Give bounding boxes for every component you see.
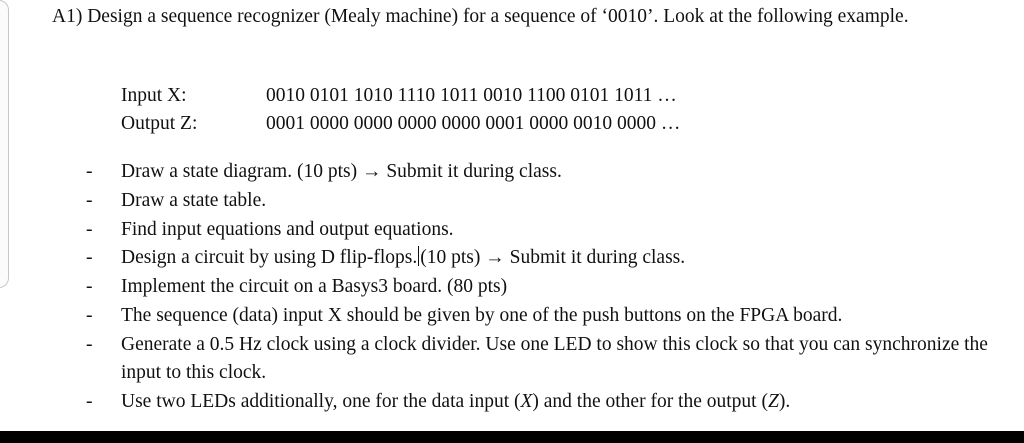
variable-x: X [520, 390, 533, 412]
list-item [86, 302, 1006, 330]
task-text-part: (10 pts) → Submit it during class. [420, 247, 686, 269]
list-dash: - [86, 247, 93, 269]
list-dash: - [86, 189, 93, 211]
output-row [121, 110, 680, 138]
list-dash: - [86, 390, 93, 412]
task-text [121, 244, 1006, 272]
list-dash: - [86, 161, 93, 182]
input-sequence: 0010 0101 1010 1110 1011 0010 1100 0101 1011 … [266, 85, 677, 106]
task-text-part: ) and the other for the output ( [532, 390, 768, 412]
task-text [121, 388, 1006, 416]
task-text-part: Design a circuit by using D flip-flops. [121, 247, 418, 269]
bottom-black-bar [0, 431, 1024, 443]
task-text: Generate a 0.5 Hz clock using a clock divider. Use one LED to show this clock so that you can synchronize the input to this clock. [121, 333, 988, 383]
input-label: Input X: [121, 85, 187, 106]
list-item [86, 158, 1006, 186]
task-text: Implement the circuit on a Basys3 board. (80 pts) [121, 276, 508, 298]
variable-z: Z [767, 390, 779, 412]
io-example-table [121, 82, 680, 138]
task-text-part: Use two LEDs additionally, one for the data input ( [121, 390, 521, 412]
list-item [86, 216, 1006, 244]
list-dash: - [86, 218, 93, 240]
list-dash: - [86, 333, 93, 355]
task-text-part: ). [778, 390, 791, 412]
list-item [86, 187, 1006, 215]
output-label: Output Z: [121, 113, 198, 134]
list-dash: - [86, 304, 93, 326]
list-item [86, 244, 1006, 272]
task-text: Find input equations and output equations. [121, 218, 454, 240]
task-text: Draw a state diagram. (10 pts) → Submit it during class. [121, 161, 562, 182]
list-dash: - [86, 276, 93, 298]
list-item [86, 388, 1006, 416]
input-row [121, 82, 680, 110]
problem-heading: A1) Design a sequence recognizer (Mealy machine) for a sequence of ‘0010’. Look at the following example. [52, 6, 909, 27]
output-sequence: 0001 0000 0000 0000 0000 0001 0000 0010 0000 … [266, 113, 681, 134]
list-item [86, 273, 1006, 301]
task-list [86, 158, 1006, 416]
task-text: Draw a state table. [121, 189, 267, 211]
list-item [86, 331, 1006, 387]
task-text: The sequence (data) input X should be given by one of the push buttons on the FPGA board. [121, 304, 843, 326]
side-panel-edge [0, 0, 9, 288]
